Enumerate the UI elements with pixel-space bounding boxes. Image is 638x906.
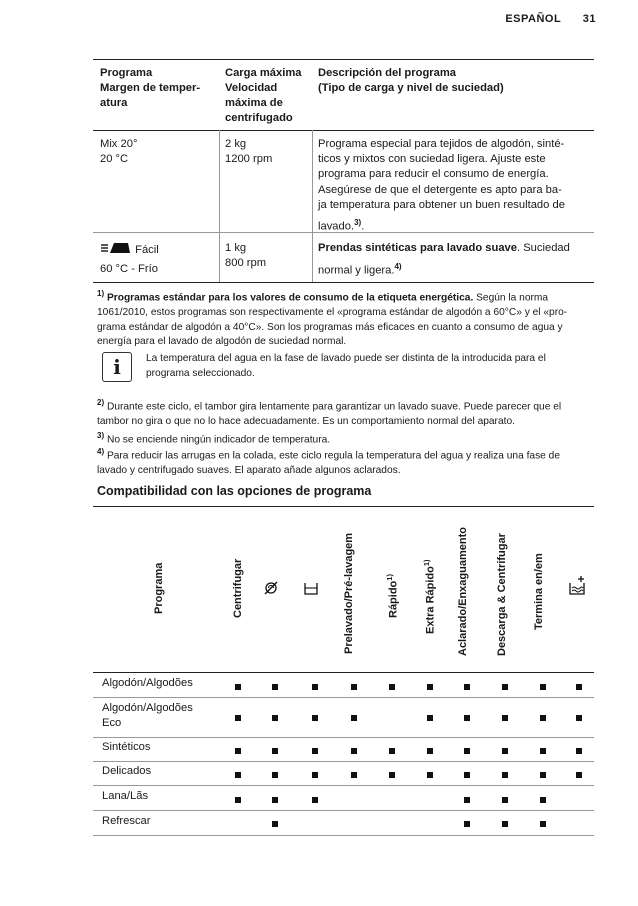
- row-divider: [93, 810, 594, 811]
- rinse-hold-icon: [303, 580, 319, 601]
- compat-col-centrifugar: Centrifugar: [232, 558, 244, 618]
- compat-mark: [312, 715, 318, 721]
- compat-mark: [540, 748, 546, 754]
- page-number: 31: [582, 13, 596, 25]
- col-divider: [219, 130, 220, 282]
- compat-col-termina: Termina en/em: [533, 553, 545, 630]
- easy-iron-icon: [100, 244, 135, 256]
- footnote-3: $^{3)}$ No se enciende ningún indicador de temperatura.: [97, 431, 331, 446]
- compat-mark: [464, 715, 470, 721]
- header-description: Descripción del programa (Tipo de carga y nivel de suciedad): [318, 67, 504, 94]
- compat-mark: [272, 684, 278, 690]
- compat-col-descarga: Descarga & Centrifugar: [496, 533, 508, 656]
- compat-header-program: Programa: [153, 562, 165, 614]
- footnote-1: $^{1)}$ Programas estándar para los valores de consumo de la etiqueta energética. Según la norma 1061/2010, estos programas son respectivamente el «programa estándar de algodón a 60°C» y el «pro- grama estándar de algodón a 40°C». Son los programas más eficaces en cuanto a consumo de agua y energía para el lavado de algodón de suciedad normal.: [97, 289, 568, 348]
- table-top-rule: [93, 59, 594, 60]
- compat-mark: [272, 715, 278, 721]
- compat-mark: [502, 797, 508, 803]
- compat-mark: [540, 797, 546, 803]
- compat-mark: [576, 715, 582, 721]
- page-header: [505, 13, 596, 25]
- row-divider: [93, 761, 594, 762]
- table-bottom-rule: [93, 282, 594, 283]
- compat-row-label: Sintéticos: [102, 741, 151, 753]
- compat-row-label: Algodón/Algodões: [102, 677, 193, 689]
- compat-mark: [235, 684, 241, 690]
- compat-header-rule: [93, 672, 594, 673]
- row-description: Programa especial para tejidos de algodón, sinté- ticos y mixtos con suciedad ligera. Ajuste este programa para reducir el consumo de energía. Asegúrese de que el detergente es apto para ba- ja temperatura para obtener un buen resultado de lavado.$^{3)}$.: [318, 138, 565, 233]
- section-title: Compatibilidad con las opciones de programa: [97, 484, 372, 498]
- table-header-rule: [93, 130, 594, 131]
- footnote-2: $^{2)}$ Durante este ciclo, el tambor gira lentamente para garantizar un lavado suave. Puede parecer que el tambor no gira o que no lo hace adecuadamente. Es un comportamiento normal del aparato.: [97, 398, 562, 427]
- compat-mark: [312, 772, 318, 778]
- compat-mark: [389, 684, 395, 690]
- compat-mark: [272, 797, 278, 803]
- compat-mark: [235, 748, 241, 754]
- row-description: Prendas sintéticas para lavado suave. Suciedad normal y ligera.$^{4)}$: [318, 242, 570, 277]
- compat-mark: [351, 715, 357, 721]
- compat-mark: [351, 684, 357, 690]
- compat-mark: [427, 748, 433, 754]
- compat-mark: [576, 772, 582, 778]
- row-divider: [93, 232, 594, 233]
- compat-mark: [464, 684, 470, 690]
- compat-mark: [427, 684, 433, 690]
- compat-mark: [427, 772, 433, 778]
- compat-col-rapido: Rápido$^{1)}$: [385, 574, 400, 618]
- compat-row-label: Delicados: [102, 765, 152, 777]
- row-load: 2 kg 1200 rpm: [225, 138, 273, 166]
- compat-mark: [351, 772, 357, 778]
- language-label: ESPAÑOL: [505, 13, 562, 25]
- row-program: Fácil 60 °C - Frío: [100, 244, 159, 276]
- compat-mark: [235, 797, 241, 803]
- compat-mark: [540, 715, 546, 721]
- compat-mark: [312, 797, 318, 803]
- footnote-4: $^{4)}$ Para reducir las arrugas en la colada, este ciclo regula la temperatura del agua y realiza una fase de lavado y centrifugado suaves. El aparato añade algunos aclarados.: [97, 447, 560, 476]
- compat-mark: [235, 772, 241, 778]
- no-spin-icon: [263, 580, 279, 601]
- compat-row-label: Lana/Lãs: [102, 790, 149, 802]
- compat-mark: [312, 684, 318, 690]
- compat-mark: [464, 821, 470, 827]
- compat-mark: [540, 772, 546, 778]
- compat-mark: [389, 772, 395, 778]
- row-divider: [93, 697, 594, 698]
- row-load: 1 kg 800 rpm: [225, 242, 267, 270]
- header-program: Programa Margen de temper- atura: [100, 67, 201, 109]
- compat-mark: [502, 684, 508, 690]
- compat-mark: [235, 715, 241, 721]
- row-divider: [93, 785, 594, 786]
- compat-mark: [272, 748, 278, 754]
- row-divider: [93, 737, 594, 738]
- compat-col-extra-rapido: Extra Rápido$^{1)}$: [422, 559, 437, 634]
- compat-mark: [464, 772, 470, 778]
- compat-mark: [464, 797, 470, 803]
- compat-mark: [464, 748, 470, 754]
- compat-col-prelavado: Prelavado/Pré-lavagem: [343, 532, 355, 654]
- header-load: Carga máxima Velocidad máxima de centrifugado: [225, 67, 302, 124]
- info-icon: i: [102, 352, 132, 382]
- compat-mark: [502, 772, 508, 778]
- row-program: Mix 20° 20 °C: [100, 138, 138, 166]
- compat-mark: [389, 748, 395, 754]
- compat-row-label: Algodón/Algodões Eco: [102, 702, 193, 729]
- compat-mark: [272, 821, 278, 827]
- col-divider: [312, 130, 313, 282]
- compat-table-top-rule: [93, 506, 594, 507]
- info-note: La temperatura del agua en la fase de lavado puede ser distinta de la introducida para el programa seleccionado.: [146, 353, 546, 379]
- compat-mark: [540, 684, 546, 690]
- compat-mark: [502, 748, 508, 754]
- compat-row-label: Refrescar: [102, 815, 151, 827]
- compat-mark: [576, 684, 582, 690]
- compat-mark: [312, 748, 318, 754]
- compat-mark: [427, 715, 433, 721]
- compat-mark: [576, 748, 582, 754]
- extra-rinse-icon: [568, 576, 586, 601]
- compat-mark: [502, 821, 508, 827]
- compat-mark: [351, 748, 357, 754]
- compat-mark: [540, 821, 546, 827]
- compat-mark: [272, 772, 278, 778]
- compat-mark: [502, 715, 508, 721]
- compat-col-aclarado: Aclarado/Enxaguamento: [457, 527, 469, 656]
- row-divider: [93, 835, 594, 836]
